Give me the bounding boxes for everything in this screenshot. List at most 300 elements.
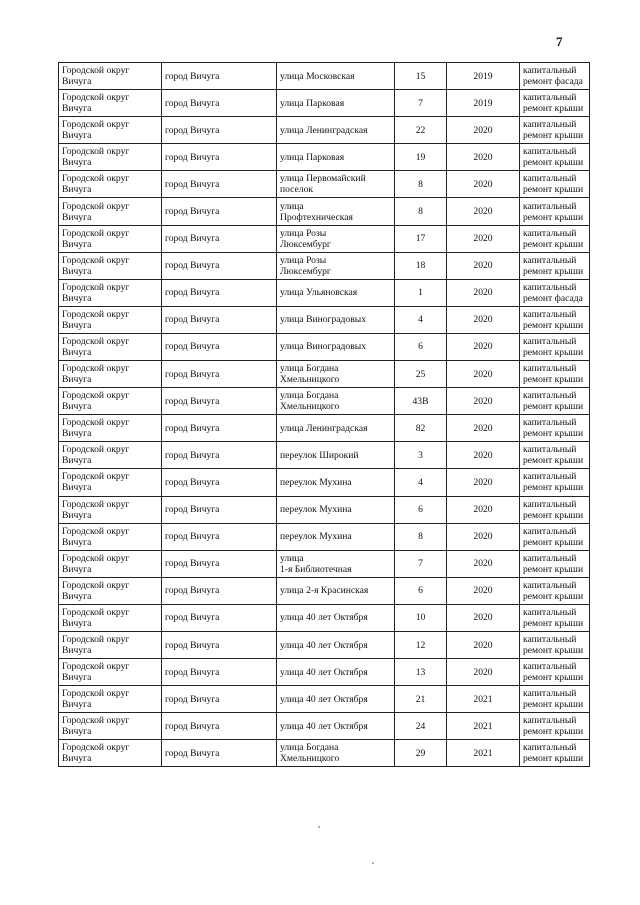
work-type-text: капитальный [523,65,577,77]
year-cell: 2020 [447,604,520,631]
year-cell: 2020 [447,523,520,550]
street-cell [277,306,395,333]
district-text: Городской округ [62,579,130,591]
table-row [59,225,590,252]
table-row [59,415,590,442]
house-number-cell: 6 [395,333,447,360]
house-number-cell: 3 [395,442,447,469]
work-type-text: ремонт крыши [523,103,584,115]
work-type-cell [520,279,590,306]
page-number: 7 [556,34,563,49]
district-cell [59,469,162,496]
work-type-text: капитальный [523,390,577,402]
table-body [59,63,590,767]
district-cell [59,523,162,550]
work-type-text: ремонт крыши [523,428,584,440]
year-cell: 2020 [447,306,520,333]
city-cell: город Вичуга [162,659,277,686]
street-text: улица 40 лет Октября [280,720,368,732]
year-cell: 2020 [447,550,520,577]
work-type-text: ремонт крыши [523,401,584,413]
district-text: Вичуга [62,157,92,169]
table-row [59,198,590,225]
table-row [59,90,590,117]
street-text: 1-я Библиотечная [280,563,352,575]
street-text: переулок Мухина [280,504,352,516]
street-cell [277,496,395,523]
street-cell [277,713,395,740]
city-cell: город Вичуга [162,388,277,415]
work-type-text: капитальный [523,606,577,618]
work-type-cell [520,306,590,333]
house-number-cell: 8 [395,198,447,225]
year-cell: 2020 [447,496,520,523]
district-text: Вичуга [62,346,92,358]
district-text: Вичуга [62,617,92,629]
street-text: улица Виноградовых [280,341,366,353]
street-text: улица Розы [280,254,327,266]
year-cell: 2020 [447,225,520,252]
district-text: Вичуга [62,590,92,602]
district-cell [59,144,162,171]
city-cell: город Вичуга [162,279,277,306]
district-text: Вичуга [62,428,92,440]
district-text: Вичуга [62,130,92,142]
work-type-cell [520,659,590,686]
table-row [59,577,590,604]
street-cell [277,279,395,306]
city-cell: город Вичуга [162,171,277,198]
house-number-cell: 6 [395,577,447,604]
year-cell: 2020 [447,252,520,279]
street-cell [277,523,395,550]
street-text: Люксембург [280,265,331,277]
city-cell: город Вичуга [162,63,277,90]
work-type-text: капитальный [523,281,577,293]
city-cell: город Вичуга [162,740,277,767]
street-text: улица Виноградовых [280,314,366,326]
work-type-text: капитальный [523,173,577,185]
year-cell: 2020 [447,144,520,171]
house-number-cell: 15 [395,63,447,90]
city-cell: город Вичуга [162,90,277,117]
work-type-text: капитальный [523,552,577,564]
street-text: улица [280,552,304,564]
street-text: улица [280,200,304,212]
city-cell: город Вичуга [162,523,277,550]
street-text: улица Богдана [280,742,339,754]
district-text: Городской округ [62,444,130,456]
work-type-text: капитальный [523,200,577,212]
table-row [59,713,590,740]
work-type-text: ремонт крыши [523,699,584,711]
district-text: Городской округ [62,281,130,293]
district-cell [59,198,162,225]
year-cell: 2021 [447,686,520,713]
street-cell [277,388,395,415]
street-cell [277,63,395,90]
district-cell [59,90,162,117]
city-cell: город Вичуга [162,604,277,631]
street-text: улица 40 лет Октября [280,666,368,678]
work-type-text: ремонт крыши [523,509,584,521]
district-text: Городской округ [62,471,130,483]
district-text: Вичуга [62,753,92,765]
street-text: Хмельницкого [280,753,340,765]
work-type-cell [520,63,590,90]
work-type-text: ремонт крыши [523,184,584,196]
table-row [59,659,590,686]
street-text: улица 40 лет Октября [280,639,368,651]
district-cell [59,604,162,631]
house-number-cell: 82 [395,415,447,442]
work-type-cell [520,604,590,631]
district-cell [59,496,162,523]
city-cell: город Вичуга [162,496,277,523]
work-type-cell [520,415,590,442]
street-text: улица Богдана [280,390,339,402]
district-text: Городской округ [62,606,130,618]
district-text: Городской округ [62,119,130,131]
year-cell: 2019 [447,90,520,117]
city-cell: город Вичуга [162,442,277,469]
district-text: Вичуга [62,645,92,657]
street-cell [277,550,395,577]
table-row [59,361,590,388]
work-type-text: капитальный [523,661,577,673]
city-cell: город Вичуга [162,333,277,360]
street-cell [277,225,395,252]
district-cell [59,577,162,604]
district-text: Вичуга [62,536,92,548]
house-number-cell: 8 [395,523,447,550]
work-type-text: капитальный [523,335,577,347]
work-type-text: ремонт крыши [523,482,584,494]
district-text: Городской округ [62,200,130,212]
work-type-text: ремонт фасада [523,292,583,304]
district-cell [59,659,162,686]
street-cell [277,415,395,442]
work-type-cell [520,577,590,604]
year-cell: 2020 [447,659,520,686]
work-type-text: ремонт крыши [523,617,584,629]
year-cell: 2020 [447,171,520,198]
house-number-cell: 10 [395,604,447,631]
work-type-cell [520,686,590,713]
district-text: Вичуга [62,509,92,521]
house-number-cell: 43В [395,388,447,415]
work-type-text: ремонт крыши [523,455,584,467]
year-cell: 2021 [447,713,520,740]
district-text: Вичуга [62,455,92,467]
work-type-cell [520,631,590,658]
district-text: Городской округ [62,173,130,185]
street-cell [277,198,395,225]
district-text: Городской округ [62,92,130,104]
street-cell [277,117,395,144]
work-type-text: ремонт фасада [523,76,583,88]
work-type-cell [520,523,590,550]
work-type-cell [520,361,590,388]
district-text: Городской округ [62,525,130,537]
work-type-text: капитальный [523,742,577,754]
district-text: Вичуга [62,265,92,277]
street-cell [277,740,395,767]
table-row [59,604,590,631]
city-cell: город Вичуга [162,686,277,713]
district-text: Вичуга [62,699,92,711]
street-cell [277,631,395,658]
district-text: Вичуга [62,726,92,738]
district-text: Вичуга [62,238,92,250]
street-text: улица Ленинградская [280,124,368,136]
house-number-cell: 1 [395,279,447,306]
district-text: Вичуга [62,672,92,684]
street-text: улица 2-я Красинская [280,585,369,597]
district-cell [59,442,162,469]
work-type-cell [520,144,590,171]
table-row [59,279,590,306]
work-type-text: капитальный [523,634,577,646]
district-text: Вичуга [62,76,92,88]
work-type-text: капитальный [523,498,577,510]
district-text: Городской округ [62,146,130,158]
work-type-text: ремонт крыши [523,265,584,277]
year-cell: 2020 [447,279,520,306]
house-number-cell: 4 [395,469,447,496]
work-type-text: ремонт крыши [523,753,584,765]
district-text: Вичуга [62,374,92,386]
district-text: Городской округ [62,742,130,754]
work-type-text: капитальный [523,227,577,239]
street-cell [277,90,395,117]
district-text: Вичуга [62,482,92,494]
street-text: переулок Мухина [280,476,352,488]
work-type-text: ремонт крыши [523,374,584,386]
scan-speck [318,826,320,828]
work-type-cell [520,225,590,252]
table-row [59,306,590,333]
district-text: Вичуга [62,563,92,575]
year-cell: 2020 [447,333,520,360]
street-text: Профтехническая [280,211,353,223]
work-type-text: капитальный [523,92,577,104]
work-type-text: капитальный [523,444,577,456]
district-text: Городской округ [62,661,130,673]
district-text: Вичуга [62,103,92,115]
street-text: улица Парковая [280,151,345,163]
work-type-text: капитальный [523,525,577,537]
district-text: Городской округ [62,363,130,375]
work-type-text: ремонт крыши [523,590,584,602]
work-type-cell [520,442,590,469]
street-text: улица Московская [280,70,355,82]
work-type-cell [520,740,590,767]
district-text: Вичуга [62,401,92,413]
district-cell [59,279,162,306]
table-row [59,252,590,279]
year-cell: 2020 [447,361,520,388]
district-cell [59,631,162,658]
year-cell: 2020 [447,442,520,469]
year-cell: 2021 [447,740,520,767]
work-type-cell [520,388,590,415]
house-number-cell: 18 [395,252,447,279]
street-text: переулок Широкий [280,449,359,461]
house-number-cell: 24 [395,713,447,740]
work-type-text: ремонт крыши [523,726,584,738]
work-type-text: капитальный [523,308,577,320]
district-cell [59,550,162,577]
street-cell [277,469,395,496]
street-cell [277,577,395,604]
street-text: улица Ульяновская [280,287,358,299]
district-cell [59,415,162,442]
year-cell: 2020 [447,469,520,496]
house-number-cell: 25 [395,361,447,388]
district-text: Вичуга [62,319,92,331]
city-cell: город Вичуга [162,117,277,144]
district-text: Вичуга [62,292,92,304]
district-text: Городской округ [62,335,130,347]
street-text: улица 40 лет Октября [280,612,368,624]
scan-speck [372,862,374,864]
street-cell [277,333,395,360]
city-cell: город Вичуга [162,577,277,604]
work-type-cell [520,550,590,577]
street-text: улица 40 лет Октября [280,693,368,705]
street-text: переулок Мухина [280,531,352,543]
district-cell [59,713,162,740]
city-cell: город Вичуга [162,415,277,442]
work-type-text: капитальный [523,363,577,375]
work-type-text: ремонт крыши [523,157,584,169]
table-row [59,442,590,469]
work-type-text: ремонт крыши [523,238,584,250]
table-row [59,63,590,90]
house-number-cell: 7 [395,550,447,577]
work-type-text: ремонт крыши [523,346,584,358]
city-cell: город Вичуга [162,631,277,658]
city-cell: город Вичуга [162,225,277,252]
street-text: улица Розы [280,227,327,239]
house-number-cell: 21 [395,686,447,713]
street-text: Люксембург [280,238,331,250]
work-type-text: капитальный [523,688,577,700]
district-text: Городской округ [62,65,130,77]
district-text: Городской округ [62,308,130,320]
work-type-text: ремонт крыши [523,211,584,223]
street-text: Хмельницкого [280,374,340,386]
district-text: Городской округ [62,227,130,239]
year-cell: 2020 [447,577,520,604]
house-number-cell: 17 [395,225,447,252]
year-cell: 2020 [447,631,520,658]
district-text: Городской округ [62,715,130,727]
work-type-cell [520,252,590,279]
district-cell [59,171,162,198]
city-cell: город Вичуга [162,144,277,171]
table-row [59,686,590,713]
street-cell [277,252,395,279]
table-row [59,333,590,360]
district-text: Городской округ [62,688,130,700]
street-cell [277,604,395,631]
street-cell [277,361,395,388]
district-cell [59,117,162,144]
house-number-cell: 22 [395,117,447,144]
city-cell: город Вичуга [162,306,277,333]
table-row [59,144,590,171]
table-row [59,388,590,415]
city-cell: город Вичуга [162,198,277,225]
street-cell [277,442,395,469]
house-number-cell: 19 [395,144,447,171]
work-type-text: капитальный [523,119,577,131]
work-type-text: капитальный [523,471,577,483]
table-row [59,496,590,523]
work-type-cell [520,496,590,523]
table-row [59,550,590,577]
city-cell: город Вичуга [162,361,277,388]
table-row [59,740,590,767]
district-cell [59,63,162,90]
year-cell: 2020 [447,388,520,415]
street-text: Хмельницкого [280,401,340,413]
house-number-cell: 12 [395,631,447,658]
work-type-cell [520,713,590,740]
district-cell [59,686,162,713]
district-text: Городской округ [62,634,130,646]
house-number-cell: 29 [395,740,447,767]
work-type-cell [520,171,590,198]
house-number-cell: 13 [395,659,447,686]
house-number-cell: 8 [395,171,447,198]
work-type-text: капитальный [523,417,577,429]
city-cell: город Вичуга [162,252,277,279]
table-row [59,171,590,198]
district-text: Вичуга [62,211,92,223]
street-cell [277,659,395,686]
table-row [59,631,590,658]
district-text: Городской округ [62,498,130,510]
year-cell: 2020 [447,198,520,225]
street-text: улица Первомайский [280,173,366,185]
city-cell: город Вичуга [162,469,277,496]
table-row [59,469,590,496]
district-cell [59,333,162,360]
district-cell [59,252,162,279]
city-cell: город Вичуга [162,550,277,577]
district-cell [59,225,162,252]
house-number-cell: 6 [395,496,447,523]
year-cell: 2019 [447,63,520,90]
city-cell: город Вичуга [162,713,277,740]
street-cell [277,171,395,198]
district-text: Городской округ [62,254,130,266]
street-text: поселок [280,184,314,196]
work-type-text: капитальный [523,715,577,727]
work-type-text: ремонт крыши [523,536,584,548]
district-cell [59,306,162,333]
work-type-text: ремонт крыши [523,130,584,142]
street-cell [277,144,395,171]
work-type-cell [520,90,590,117]
work-type-cell [520,198,590,225]
district-cell [59,388,162,415]
work-type-text: ремонт крыши [523,563,584,575]
work-type-text: ремонт крыши [523,645,584,657]
